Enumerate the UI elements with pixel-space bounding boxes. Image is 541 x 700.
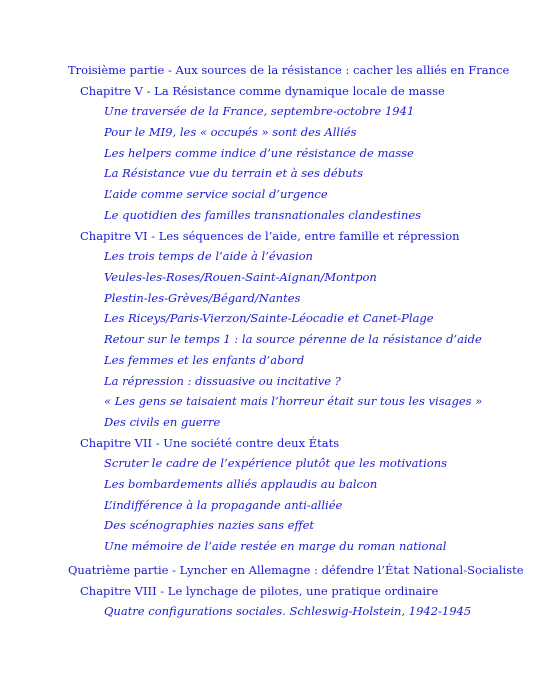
toc-section[interactable]: Les bombardements alliés applaudis au balcon [104,477,378,491]
toc-chapter-5[interactable]: Chapitre V - La Résistance comme dynamique locale de masse [80,84,445,98]
toc-section[interactable]: La Résistance vue du terrain et à ses débuts [104,166,364,180]
toc-chapter-8[interactable]: Chapitre VIII - Le lynchage de pilotes, une pratique ordinaire [80,584,439,598]
toc-section[interactable]: Scruter le cadre de l’expérience plutôt que les motivations [104,456,448,470]
toc-section[interactable]: Des civils en guerre [104,415,221,429]
toc-section[interactable]: L’indifférence à la propagande anti-alliée [104,498,343,512]
toc-section[interactable]: Le quotidien des familles transnationales clandestines [104,208,422,222]
toc-section[interactable]: Une traversée de la France, septembre-octobre 1941 [104,104,415,118]
toc-section[interactable]: Plestin-les-Grèves/Bégard/Nantes [104,291,301,305]
toc-section[interactable]: La répression : dissuasive ou incitative ? [104,374,341,388]
toc-section[interactable]: Les femmes et les enfants d’abord [104,353,305,367]
toc-section[interactable]: Veules-les-Roses/Rouen-Saint-Aignan/Montpon [104,270,377,284]
toc-part-3[interactable]: Troisième partie - Aux sources de la résistance : cacher les alliés en France [68,63,510,77]
toc-section[interactable]: Des scénographies nazies sans effet [104,518,315,532]
toc-section[interactable]: Une mémoire de l’aide restée en marge du roman national [104,539,447,553]
toc-section[interactable]: Les helpers comme indice d’une résistance de masse [104,146,414,160]
toc-section[interactable]: Les Riceys/Paris-Vierzon/Sainte-Léocadie et Canet-Plage [104,311,434,325]
toc-section[interactable]: Les trois temps de l’aide à l’évasion [104,249,313,263]
toc-section[interactable]: « Les gens se taisaient mais l’horreur était sur tous les visages » [104,394,483,408]
toc-section[interactable]: Retour sur le temps 1 : la source pérenne de la résistance d’aide [104,332,482,346]
toc-section[interactable]: L’aide comme service social d’urgence [104,187,328,201]
toc-section[interactable]: Pour le MI9, les « occupés » sont des Alliés [104,125,357,139]
toc-chapter-7[interactable]: Chapitre VII - Une société contre deux États [80,436,340,450]
toc-part-4[interactable]: Quatrième partie - Lyncher en Allemagne : défendre l’État National-Socialiste [68,563,524,577]
toc-section[interactable]: Quatre configurations sociales. Schleswig-Holstein, 1942-1945 [104,604,472,618]
toc-chapter-6[interactable]: Chapitre VI - Les séquences de l’aide, entre famille et répression [80,229,460,243]
